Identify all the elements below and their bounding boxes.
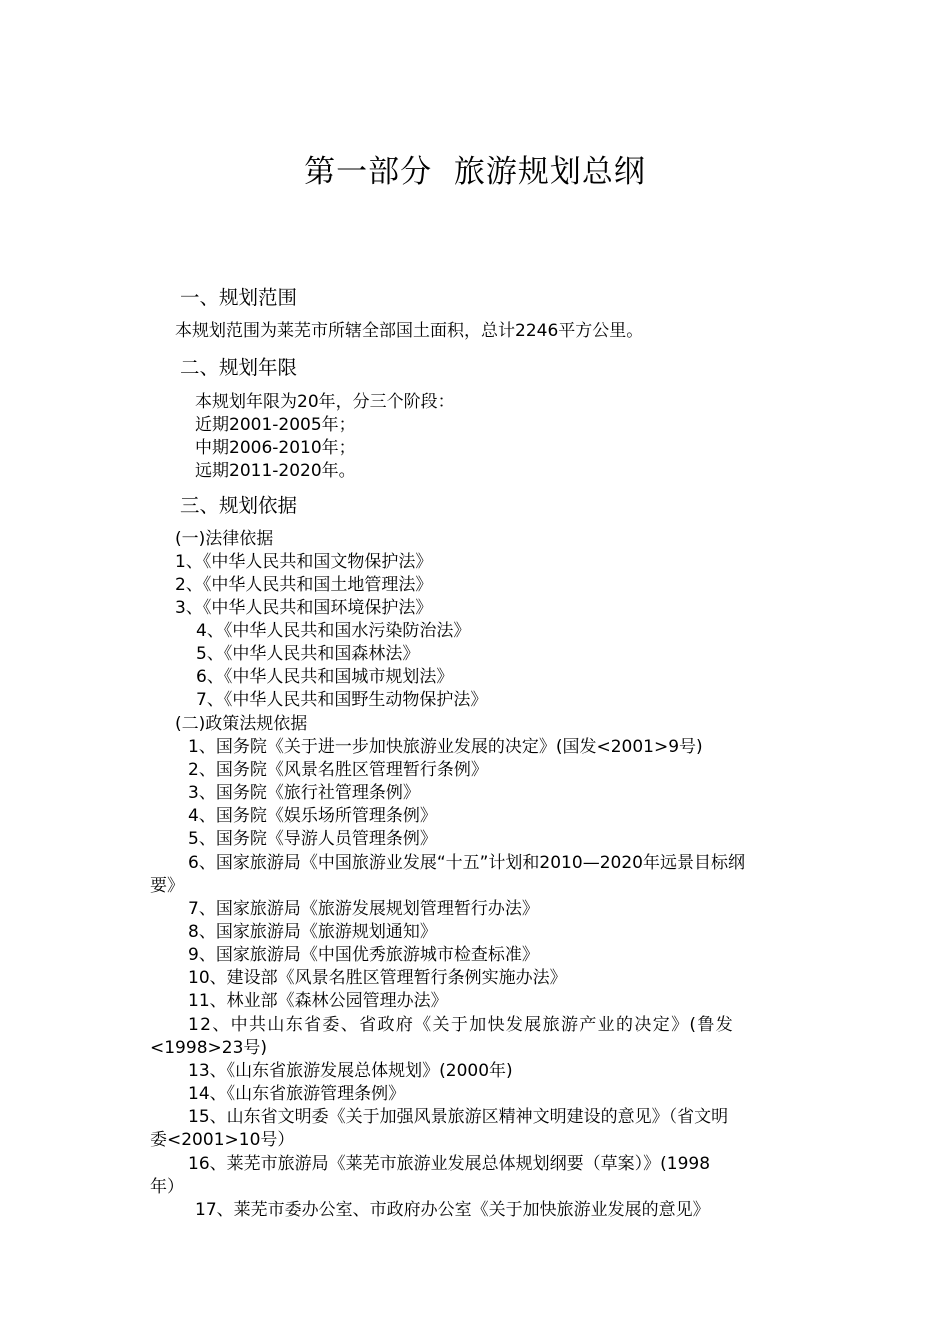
policy-item: 1、国务院《关于进一步加快旅游业发展的决定》(国发<2001>9号) [188, 737, 703, 757]
legal-item: 7、《中华人民共和国野生动物保护法》 [196, 690, 488, 710]
legal-basis-heading: (一)法律依据 [175, 529, 274, 549]
policy-basis-heading: (二)政策法规依据 [175, 714, 308, 734]
policy-item: 8、国家旅游局《旅游规划通知》 [188, 922, 437, 942]
policy-item: 2、国务院《风景名胜区管理暂行条例》 [188, 760, 488, 780]
period-long-term: 远期2011-2020年。 [195, 461, 356, 481]
policy-item: 13、《山东省旅游发展总体规划》(2000年) [188, 1061, 513, 1081]
period-mid-term: 中期2006-2010年； [195, 438, 356, 458]
policy-item: 15、山东省文明委《关于加强风景旅游区精神文明建设的意见》（省文明 [188, 1107, 729, 1127]
policy-item-continuation: 年） [150, 1177, 184, 1197]
policy-item: 4、国务院《娱乐场所管理条例》 [188, 806, 437, 826]
policy-item: 6、国家旅游局《中国旅游业发展“十五”计划和2010—2020年远景目标纲 [188, 853, 745, 873]
legal-item: 6、《中华人民共和国城市规划法》 [196, 667, 454, 687]
policy-item: 9、国家旅游局《中国优秀旅游城市检查标准》 [188, 945, 539, 965]
policy-item: 12、中共山东省委、省政府《关于加快发展旅游产业的决定》(鲁发 [188, 1015, 735, 1035]
policy-item-continuation: <1998>23号) [150, 1038, 268, 1058]
legal-item: 4、《中华人民共和国水污染防治法》 [196, 621, 471, 641]
policy-item: 5、国务院《导游人员管理条例》 [188, 829, 437, 849]
legal-item: 5、《中华人民共和国森林法》 [196, 644, 420, 664]
legal-item: 3、《中华人民共和国环境保护法》 [175, 598, 433, 618]
scope-paragraph: 本规划范围为莱芜市所辖全部国土面积，总计2246平方公里。 [175, 321, 644, 341]
policy-item: 10、建设部《风景名胜区管理暂行条例实施办法》 [188, 968, 567, 988]
section-heading-scope: 一、规划范围 [180, 286, 298, 309]
period-intro: 本规划年限为20年，分三个阶段： [195, 392, 455, 412]
policy-item: 3、国务院《旅行社管理条例》 [188, 783, 420, 803]
section-heading-period: 二、规划年限 [180, 356, 298, 379]
legal-item: 2、《中华人民共和国土地管理法》 [175, 575, 433, 595]
policy-item: 16、莱芜市旅游局《莱芜市旅游业发展总体规划纲要（草案）》(1998 [188, 1154, 711, 1174]
policy-item: 17、莱芜市委办公室、市政府办公室《关于加快旅游业发展的意见》 [195, 1200, 710, 1220]
legal-item: 1、《中华人民共和国文物保护法》 [175, 552, 433, 572]
page-title: 第一部分 旅游规划总纲 [304, 154, 646, 190]
section-heading-basis: 三、规划依据 [180, 494, 298, 517]
policy-item: 11、林业部《森林公园管理办法》 [188, 991, 448, 1011]
policy-item-continuation: 要》 [150, 876, 184, 896]
policy-item: 7、国家旅游局《旅游发展规划管理暂行办法》 [188, 899, 539, 919]
period-short-term: 近期2001-2005年； [195, 415, 356, 435]
policy-item: 14、《山东省旅游管理条例》 [188, 1084, 406, 1104]
policy-item-continuation: 委<2001>10号） [150, 1130, 295, 1150]
